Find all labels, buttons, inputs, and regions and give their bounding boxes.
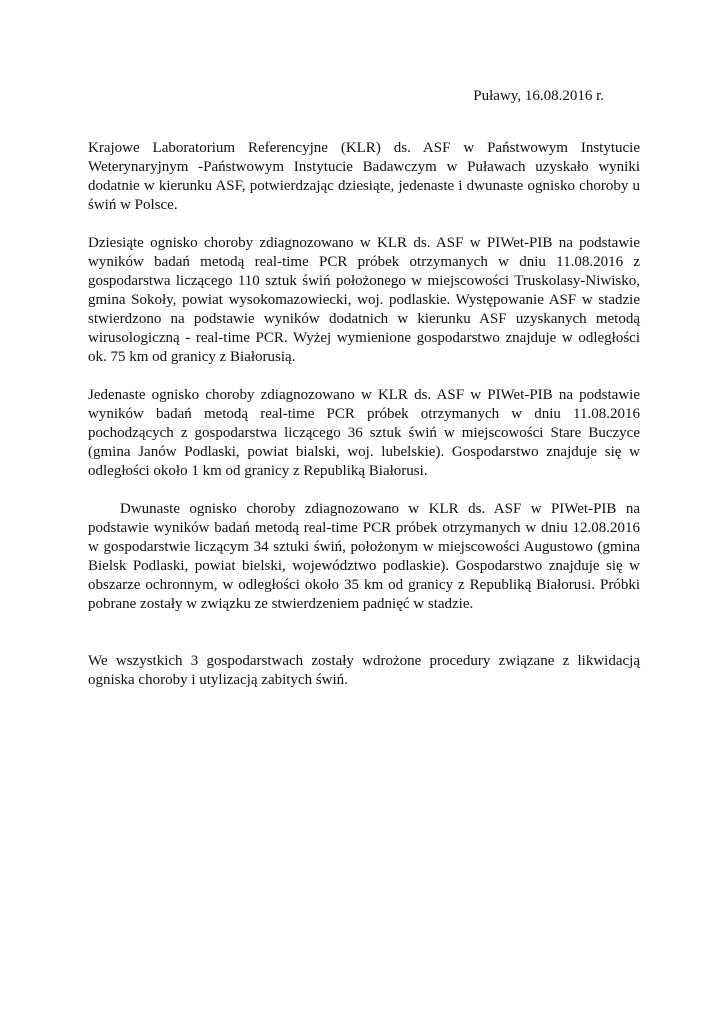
paragraph-twelfth-outbreak: Dwunaste ognisko choroby zdiagnozowano w KLR ds. ASF w PIWet-PIB na podstawie wyników badań metodą real-time PCR próbek otrzymanych w dniu 12.08.2016 w gospodarstwie liczącym 34 sztuki świń, położonym w miejscowości Augustowo (gmina Bielsk Podlaski, powiat bielski, województwo podlaskie). Gospodarstwo znajduje się w obszarze ochronnym, w odległości około 35 km od granicy z Republiką Białorusi. Próbki pobrane zostały w związku ze stwierdzeniem padnięć w stadzie. (88, 501, 640, 612)
paragraph-tenth-outbreak: Dziesiąte ognisko choroby zdiagnozowano w KLR ds. ASF w PIWet-PIB na podstawie wyników badań metodą real-time PCR próbek otrzymanych w dniu 11.08.2016 z gospodarstwa liczącego 110 sztuk świń położonego w miejscowości Truskolasy-Niwisko, gmina Sokoły, powiat wysokomazowiecki, woj. podlaskie. Występowanie ASF w stadzie stwierdzono na podstawie wyników dodatnich w kierunku ASF uzyskanych metodą wirusologiczną - real-time PCR. Wyżej wymienione gospodarstwo znajduje w odległości ok. 75 km od granicy z Białorusią. (88, 235, 640, 365)
document-body (88, 139, 640, 690)
date-line: Puławy, 16.08.2016 r. (473, 88, 604, 104)
paragraph-eleventh-outbreak: Jedenaste ognisko choroby zdiagnozowano w KLR ds. ASF w PIWet-PIB na podstawie wyników badań metodą real-time PCR próbek otrzymanych w dniu 11.08.2016 pochodzących z gospodarstwa liczącego 36 sztuk świń w miejscowości Stare Buczyce (gmina Janów Podlaski, powiat bialski, woj. lubelskie). Gospodarstwo znajduje się w odległości około 1 km od granicy z Republiką Białorusi. (88, 387, 640, 479)
paragraph-summary: We wszystkich 3 gospodarstwach zostały wdrożone procedury związane z likwidacją ogniska choroby i utylizacją zabitych świń. (88, 653, 640, 688)
paragraph-intro: Krajowe Laboratorium Referencyjne (KLR) ds. ASF w Państwowym Instytucie Weterynaryjnym -Państwowym Instytucie Badawczym w Puławach uzyskało wyniki dodatnie w kierunku ASF, potwierdzając dziesiąte, jedenaste i dwunaste ognisko choroby u świń w Polsce. (88, 140, 640, 213)
